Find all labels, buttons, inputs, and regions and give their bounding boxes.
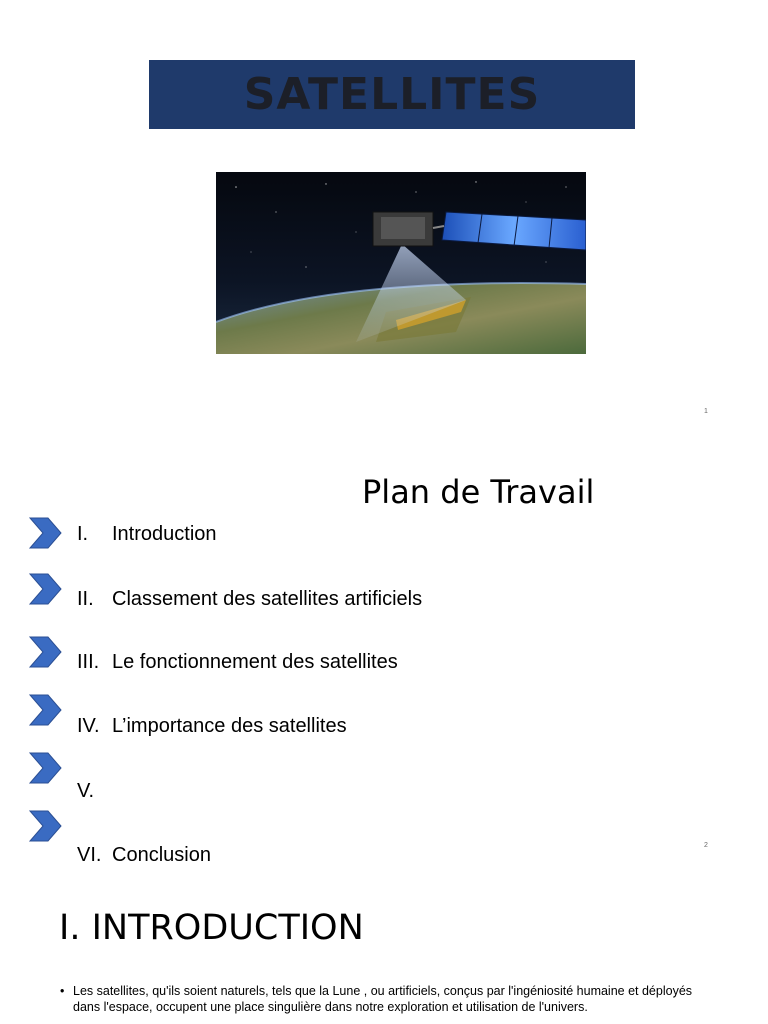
page-number: 1 xyxy=(704,408,708,415)
chevron-icon xyxy=(28,809,62,843)
chevron-icon xyxy=(28,516,62,550)
page-number: 2 xyxy=(704,842,708,849)
chevron-icon xyxy=(28,572,62,606)
item-label: Conclusion xyxy=(112,844,211,866)
satellite-image xyxy=(216,172,586,354)
list-item xyxy=(77,651,398,674)
bullet-text: Les satellites, qu'ils soient naturels, tels que la Lune , ou artificiels, conçus par l'ingéniosité humaine et déployés dans l'espace, occupent une place singulière dans notre exploration et utilisation de l'univers. xyxy=(73,984,693,1014)
slide-title: SATELLITES xyxy=(243,69,541,120)
item-label: Le fonctionnement des satellites xyxy=(112,651,398,673)
slide-2 xyxy=(0,433,768,865)
item-label: L’importance des satellites xyxy=(112,715,347,737)
list-item xyxy=(77,715,347,738)
item-label: Introduction xyxy=(112,523,217,545)
item-label: Classement des satellites artificiels xyxy=(112,588,423,610)
list-item xyxy=(77,523,217,546)
bullet-paragraph xyxy=(60,983,700,1015)
bullet-marker: • xyxy=(60,984,65,998)
plan-title: Plan de Travail xyxy=(362,473,595,511)
chevron-icon xyxy=(28,635,62,669)
item-number: VI. xyxy=(77,844,102,866)
slide-3 xyxy=(0,866,768,1024)
item-number: V. xyxy=(77,780,95,802)
item-number: I. xyxy=(77,523,89,545)
chevron-icon xyxy=(28,751,62,785)
list-item xyxy=(77,780,112,803)
chevron-icon xyxy=(28,693,62,727)
section-title: I. INTRODUCTION xyxy=(59,908,364,948)
slide-1 xyxy=(0,0,768,432)
item-number: III. xyxy=(77,651,100,673)
title-banner xyxy=(149,60,635,129)
item-number: IV. xyxy=(77,715,100,737)
item-number: II. xyxy=(77,588,94,610)
list-item xyxy=(77,588,422,611)
list-item xyxy=(77,844,211,867)
